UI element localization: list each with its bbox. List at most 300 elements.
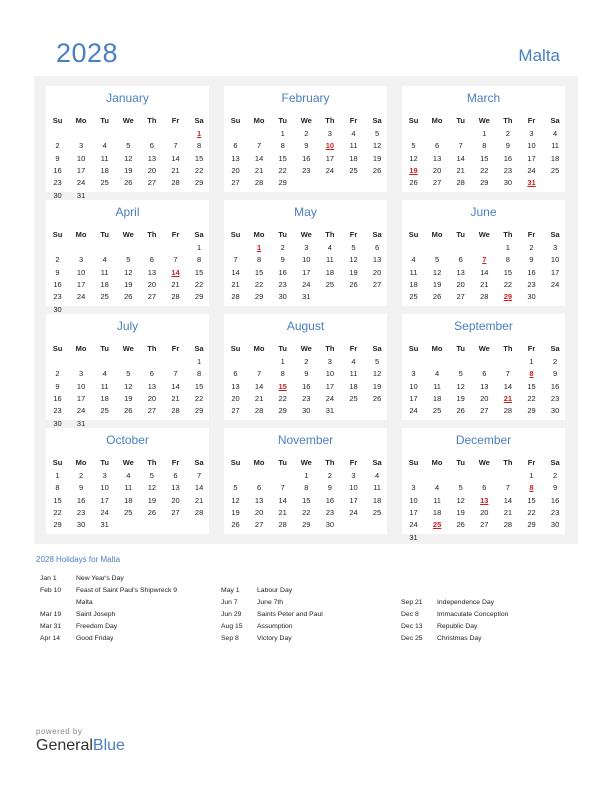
day-cell: 16 (550, 381, 560, 391)
weekday-label: Tu (100, 458, 109, 467)
day-cell: 9 (553, 369, 558, 379)
holiday-row (221, 609, 323, 621)
day-cell: 15 (527, 495, 536, 505)
powered-by-text: powered by (36, 727, 83, 736)
day-cell: 29 (194, 292, 204, 302)
day-cell: 21 (503, 507, 513, 517)
day-cell: 21 (231, 279, 240, 289)
holiday-row (221, 597, 283, 609)
day-cell: 27 (147, 292, 157, 302)
day-cell: 14 (171, 381, 180, 391)
weekday-label: Fr (171, 230, 180, 239)
day-cell: 29 (278, 178, 287, 188)
weekday-label: Sa (550, 344, 560, 353)
weekday-label: Tu (278, 344, 287, 353)
day-cell: 8 (55, 483, 60, 493)
holiday-name: Assumption (257, 623, 293, 630)
day-cell: 16 (278, 267, 287, 277)
day-cell: 25 (409, 292, 418, 302)
holiday-day: 8 (529, 369, 534, 379)
day-cell: 3 (102, 471, 107, 480)
day-cell: 3 (351, 471, 356, 480)
holiday-date: Dec 13 (401, 623, 423, 630)
holiday-date: Feb 10 (40, 587, 62, 594)
day-cell: 29 (254, 292, 264, 302)
day-cell: 17 (76, 279, 86, 289)
month-july (46, 314, 209, 428)
holiday-date: Mar 19 (40, 611, 62, 618)
day-cell: 12 (231, 495, 240, 505)
day-cell: 17 (325, 153, 335, 163)
weekday-label: Sa (194, 344, 204, 353)
day-cell: 23 (53, 406, 62, 416)
month-name: January (106, 91, 149, 105)
day-cell: 14 (194, 483, 204, 493)
day-cell: 24 (349, 507, 358, 517)
day-cell: 11 (373, 483, 381, 493)
day-cell: 17 (409, 393, 418, 403)
day-cell: 18 (550, 153, 560, 163)
weekday-label: Sa (550, 230, 560, 239)
day-cell: 18 (100, 165, 109, 175)
day-cell: 10 (527, 141, 536, 151)
month-name: June (470, 205, 497, 219)
day-cell: 24 (302, 279, 311, 289)
day-cell: 3 (79, 141, 84, 151)
day-cell: 6 (435, 141, 440, 151)
day-cell: 2 (505, 129, 510, 138)
weekday-label: We (122, 230, 134, 239)
day-cell: 7 (505, 369, 510, 379)
day-cell: 18 (432, 507, 442, 517)
weekday-label: Mo (431, 116, 443, 125)
day-cell: 29 (480, 178, 489, 188)
day-cell: 26 (372, 165, 382, 175)
holiday-row (221, 621, 293, 633)
day-cell: 23 (527, 279, 536, 289)
day-cell: 22 (278, 393, 287, 403)
day-cell: 12 (124, 381, 133, 391)
day-cell: 12 (147, 483, 157, 493)
day-cell: 17 (325, 381, 335, 391)
day-cell: 14 (503, 495, 513, 505)
day-cell: 5 (126, 141, 131, 151)
day-cell: 28 (503, 520, 513, 530)
weekday-label: Su (52, 344, 63, 353)
day-cell: 19 (349, 267, 358, 277)
day-cell: 21 (194, 495, 204, 505)
day-cell: 28 (171, 292, 180, 302)
holiday-row (401, 621, 477, 633)
holiday-row (40, 597, 93, 609)
day-cell: 13 (171, 483, 180, 493)
day-cell: 20 (231, 393, 240, 403)
day-cell: 3 (327, 129, 332, 138)
month-name: March (466, 91, 501, 105)
day-cell: 29 (527, 520, 536, 530)
day-cell: 2 (55, 141, 60, 151)
holiday-date: May 1 (221, 587, 240, 594)
day-cell: 25 (550, 165, 560, 175)
day-cell: 2 (529, 243, 534, 252)
day-cell: 7 (280, 483, 285, 493)
day-cell: 19 (124, 393, 133, 403)
weekday-label: Mo (253, 230, 265, 239)
day-cell: 12 (409, 153, 418, 163)
brand-logo (36, 727, 125, 755)
month-name: May (294, 205, 317, 219)
day-cell: 13 (231, 381, 240, 391)
holiday-date: Sep 8 (221, 635, 239, 642)
day-cell: 26 (432, 292, 442, 302)
day-cell: 4 (102, 141, 107, 151)
weekday-label: Fr (349, 230, 358, 239)
day-cell: 20 (480, 393, 489, 403)
weekday-label: Th (325, 116, 335, 125)
day-cell: 28 (194, 507, 204, 517)
month-january (46, 86, 209, 200)
day-cell: 28 (456, 178, 465, 188)
holiday-name: Freedom Day (76, 623, 118, 630)
holiday-name: Christmas Day (437, 635, 482, 642)
day-cell: 6 (233, 369, 238, 379)
holiday-day: 31 (527, 178, 536, 188)
day-cell: 27 (147, 178, 157, 188)
weekday-label: Mo (75, 344, 87, 353)
day-cell: 22 (194, 165, 204, 175)
holiday-row (40, 609, 115, 621)
day-cell: 25 (349, 393, 358, 403)
weekday-label: We (300, 458, 312, 467)
day-cell: 25 (372, 507, 382, 517)
day-cell: 1 (304, 471, 309, 480)
weekday-label: Mo (253, 116, 265, 125)
day-cell: 27 (231, 406, 240, 416)
brand-name-blue: Blue (92, 737, 125, 754)
day-cell: 29 (278, 406, 287, 416)
day-cell: 12 (372, 369, 382, 379)
day-cell: 22 (194, 279, 204, 289)
day-cell: 19 (124, 279, 133, 289)
day-cell: 15 (503, 267, 513, 277)
day-cell: 6 (233, 141, 238, 151)
day-cell: 24 (527, 165, 536, 175)
holiday-day: 1 (197, 129, 202, 138)
day-cell: 6 (257, 483, 262, 493)
day-cell: 20 (171, 495, 180, 505)
day-cell: 23 (76, 507, 86, 517)
calendar-grid (34, 76, 578, 544)
day-cell: 9 (505, 141, 510, 151)
day-cell: 16 (302, 381, 311, 391)
day-cell: 5 (375, 357, 380, 366)
month-name: April (115, 205, 140, 219)
day-cell: 31 (325, 406, 335, 416)
day-cell: 6 (173, 471, 178, 480)
day-cell: 11 (100, 267, 109, 277)
day-cell: 9 (280, 255, 285, 265)
day-cell: 21 (456, 165, 465, 175)
weekday-label: Su (230, 230, 241, 239)
weekday-label: Mo (431, 458, 443, 467)
day-cell: 1 (529, 357, 534, 366)
day-cell: 6 (375, 243, 380, 252)
day-cell: 18 (325, 267, 335, 277)
day-cell: 13 (456, 267, 465, 277)
country-title: Malta (518, 46, 560, 65)
day-cell: 3 (79, 369, 84, 379)
holiday-name: Immaculate Conception (437, 611, 509, 618)
day-cell: 10 (76, 153, 86, 163)
day-cell: 10 (409, 495, 418, 505)
day-cell: 8 (257, 255, 262, 265)
day-cell: 2 (55, 255, 60, 265)
day-cell: 22 (302, 507, 311, 517)
weekday-label: Fr (527, 230, 536, 239)
weekday-label: Su (52, 230, 63, 239)
day-cell: 15 (302, 495, 311, 505)
month-october (46, 428, 209, 534)
holiday-date: Apr 14 (40, 635, 61, 642)
day-cell: 8 (197, 141, 202, 151)
day-cell: 24 (325, 165, 335, 175)
day-cell: 9 (55, 381, 60, 391)
weekday-label: We (478, 344, 490, 353)
day-cell: 20 (147, 279, 157, 289)
day-cell: 31 (100, 520, 109, 530)
day-cell: 27 (147, 406, 157, 416)
day-cell: 9 (79, 483, 84, 493)
weekday-label: Tu (456, 116, 465, 125)
day-cell: 9 (304, 141, 309, 151)
holiday-name: Independence Day (437, 599, 495, 606)
weekday-label: Sa (372, 116, 382, 125)
day-cell: 23 (53, 292, 62, 302)
weekday-label: We (478, 230, 490, 239)
holiday-name: June 7th (257, 599, 284, 606)
day-cell: 1 (280, 129, 285, 138)
weekday-label: Tu (100, 230, 109, 239)
day-cell: 14 (278, 495, 287, 505)
weekday-label: We (300, 116, 312, 125)
day-cell: 16 (550, 495, 560, 505)
weekday-label: Th (503, 458, 513, 467)
day-cell: 4 (375, 471, 380, 480)
day-cell: 4 (553, 129, 558, 138)
weekday-label: Su (408, 344, 419, 353)
brand-name (36, 737, 125, 755)
weekday-label: Sa (372, 458, 382, 467)
weekday-label: Th (147, 230, 157, 239)
day-cell: 26 (456, 520, 465, 530)
day-cell: 4 (411, 255, 416, 265)
day-cell: 2 (280, 243, 285, 252)
day-cell: 9 (529, 255, 534, 265)
day-cell: 31 (76, 418, 86, 428)
day-cell: 17 (76, 165, 86, 175)
day-cell: 19 (231, 507, 240, 517)
holiday-row (40, 621, 117, 633)
day-cell: 26 (349, 279, 358, 289)
day-cell: 13 (432, 153, 442, 163)
day-cell: 29 (302, 520, 311, 530)
day-cell: 20 (147, 165, 157, 175)
day-cell: 7 (173, 141, 178, 151)
weekday-label: Su (52, 116, 63, 125)
day-cell: 18 (432, 393, 442, 403)
day-cell: 15 (254, 267, 264, 277)
day-cell: 31 (302, 292, 311, 302)
day-cell: 12 (349, 255, 358, 265)
holiday-name: Saint Joseph (76, 611, 116, 618)
day-cell: 25 (124, 507, 133, 517)
weekday-label: We (122, 344, 134, 353)
day-cell: 29 (53, 520, 62, 530)
day-cell: 4 (351, 129, 356, 138)
day-cell: 5 (149, 471, 154, 480)
day-cell: 25 (349, 165, 358, 175)
day-cell: 16 (53, 279, 62, 289)
month-name: November (277, 433, 334, 447)
day-cell: 13 (480, 381, 489, 391)
day-cell: 11 (325, 255, 334, 265)
day-cell: 14 (503, 381, 513, 391)
weekday-label: Fr (171, 116, 180, 125)
day-cell: 17 (302, 267, 311, 277)
day-cell: 3 (327, 357, 332, 366)
day-cell: 1 (197, 243, 202, 252)
weekday-label: Mo (75, 458, 87, 467)
day-cell: 7 (257, 369, 262, 379)
day-cell: 8 (280, 141, 285, 151)
day-cell: 21 (480, 279, 489, 289)
weekday-label: Th (147, 458, 157, 467)
month-february (224, 86, 387, 192)
weekday-label: Th (503, 230, 513, 239)
day-cell: 23 (302, 393, 311, 403)
day-cell: 4 (102, 255, 107, 265)
day-cell: 16 (503, 153, 513, 163)
day-cell: 30 (527, 292, 536, 302)
day-cell: 30 (325, 520, 335, 530)
holiday-day: 13 (480, 495, 489, 505)
day-cell: 2 (327, 471, 332, 480)
day-cell: 24 (409, 406, 418, 416)
day-cell: 19 (372, 153, 382, 163)
day-cell: 5 (126, 369, 131, 379)
day-cell: 24 (550, 279, 560, 289)
day-cell: 19 (124, 165, 133, 175)
day-cell: 24 (409, 520, 418, 530)
weekday-label: Tu (278, 458, 287, 467)
holidays-title: 2028 Holidays for Malta (36, 555, 121, 564)
weekday-label: Sa (550, 116, 560, 125)
day-cell: 17 (550, 267, 560, 277)
day-cell: 21 (171, 279, 180, 289)
weekday-label: Mo (253, 458, 265, 467)
day-cell: 7 (173, 369, 178, 379)
day-cell: 15 (194, 153, 204, 163)
day-cell: 24 (76, 406, 86, 416)
holiday-day: 8 (529, 483, 534, 493)
day-cell: 17 (76, 393, 86, 403)
holiday-day: 15 (278, 381, 287, 391)
weekday-label: We (300, 230, 312, 239)
day-cell: 26 (456, 406, 465, 416)
day-cell: 10 (325, 369, 335, 379)
day-cell: 28 (480, 292, 489, 302)
day-cell: 31 (76, 190, 86, 200)
day-cell: 8 (482, 141, 487, 151)
day-cell: 16 (76, 495, 86, 505)
holiday-date: Jan 1 (40, 575, 57, 582)
day-cell: 12 (432, 267, 442, 277)
day-cell: 27 (254, 520, 264, 530)
weekday-label: Sa (194, 230, 204, 239)
day-cell: 11 (124, 483, 133, 493)
day-cell: 13 (372, 255, 382, 265)
day-cell: 10 (409, 381, 418, 391)
weekday-label: We (478, 458, 490, 467)
day-cell: 9 (55, 153, 60, 163)
day-cell: 27 (372, 279, 382, 289)
weekday-label: Su (408, 230, 419, 239)
day-cell: 15 (194, 267, 204, 277)
day-cell: 23 (550, 393, 560, 403)
month-march (402, 86, 565, 192)
day-cell: 11 (433, 381, 441, 391)
holiday-date: Mar 31 (40, 623, 62, 630)
day-cell: 15 (53, 495, 62, 505)
day-cell: 9 (327, 483, 332, 493)
day-cell: 26 (147, 507, 157, 517)
day-cell: 27 (456, 292, 465, 302)
month-april (46, 200, 209, 314)
weekday-label: Th (503, 344, 513, 353)
weekday-label: Tu (456, 458, 465, 467)
day-cell: 9 (553, 483, 558, 493)
day-cell: 14 (254, 153, 264, 163)
day-cell: 19 (432, 279, 442, 289)
day-cell: 23 (302, 165, 311, 175)
day-cell: 8 (304, 483, 309, 493)
holiday-day: 14 (171, 267, 180, 277)
day-cell: 29 (527, 406, 536, 416)
weekday-label: We (300, 344, 312, 353)
weekday-label: Fr (171, 458, 180, 467)
weekday-label: Th (325, 458, 335, 467)
day-cell: 28 (503, 406, 513, 416)
day-cell: 23 (53, 178, 62, 188)
day-cell: 5 (458, 483, 463, 493)
day-cell: 28 (278, 520, 287, 530)
day-cell: 30 (278, 292, 287, 302)
day-cell: 26 (372, 393, 382, 403)
day-cell: 11 (100, 153, 109, 163)
day-cell: 21 (254, 393, 264, 403)
day-cell: 26 (124, 406, 133, 416)
day-cell: 18 (100, 393, 109, 403)
holiday-day: 7 (482, 255, 487, 265)
holiday-day: 19 (409, 165, 418, 175)
day-cell: 3 (79, 255, 84, 265)
holiday-row (401, 609, 508, 621)
weekday-label: Mo (75, 116, 87, 125)
day-cell: 28 (254, 178, 264, 188)
day-cell: 30 (302, 406, 311, 416)
day-cell: 2 (304, 129, 309, 138)
day-cell: 19 (147, 495, 157, 505)
